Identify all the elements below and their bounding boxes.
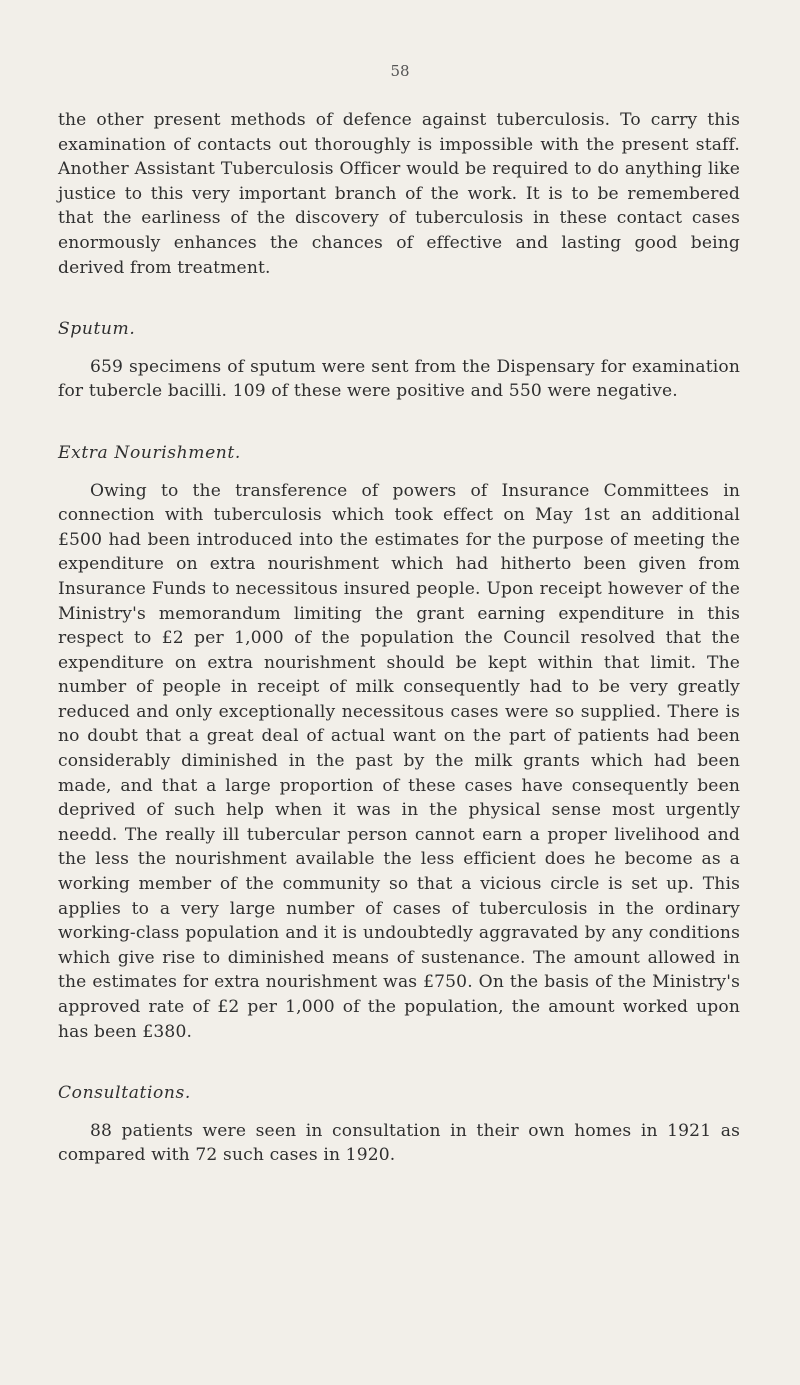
extra-nourishment-paragraph: Owing to the transference of powers of Insurance Committees in connection with tuberculosis which took effect on May 1st an additional £500 had been introduced into the estimates for the purpose of meeting the expenditure on extra nourishment which had hitherto been given from Insurance Funds to necessitous insured people. Upon receipt however of the Ministry's memorandum limiting the grant earning expenditure in this respect to £2 per 1,000 of the population the Council resolved that the expenditure on extra nourishment should be kept within that limit. The number of people in receipt of milk consequently had to be very greatly reduced and only exceptionally necessitous cases were so supplied. There is no doubt that a great deal of actual want on the part of patients had been considerably diminished in the past by the milk grants which had been made, and that a large proportion of these cases have consequently been deprived of such help when it was in the physical sense most urgently needd. The really ill tubercular person cannot earn a proper livelihood and the less the nourishment available the less efficient does he become as a working member of the community so that a vicious circle is set up. This applies to a very large number of cases of tuberculosis in the ordinary working-class population and it is undoubtedly aggravated by any conditions which give rise to diminished means of sustenance. The amount allowed in the estimates for extra nourishment was £750. On the basis of the Ministry's approved rate of £2 per 1,000 of the population, the amount worked upon has been £380.: [58, 480, 740, 1042]
consultations-heading: Consultations.: [58, 1083, 191, 1104]
section-gap: [58, 342, 740, 355]
section-gap: [58, 404, 740, 441]
intro-paragraph: the other present methods of defence against tuberculosis. To carry this examination of contacts out thoroughly is impossible with the present staff. Another Assistant Tuberculosis Officer would be required to do anything like justice to this very important branch of the work. It is to be remembered that the earliness of the discovery of tuberculosis in these contact cases enormously enhances the chances of effective and lasting good being derived from treatment.: [58, 110, 740, 278]
section-gap: [58, 1106, 740, 1119]
page-body: [58, 108, 740, 1168]
extra-nourishment-heading: Extra Nourishment.: [58, 442, 241, 463]
page-number: 58: [390, 62, 410, 80]
section-gap: [58, 280, 740, 317]
consultations-paragraph: 88 patients were seen in consultation in their own homes in 1921 as compared with 72 such cases in 1920.: [58, 1120, 740, 1166]
sputum-heading: Sputum.: [58, 319, 136, 340]
sputum-paragraph: 659 specimens of sputum were sent from the Dispensary for examination for tubercle bacilli. 109 of these were positive and 550 were negative.: [58, 356, 740, 402]
section-gap: [58, 466, 740, 479]
section-gap: [58, 1044, 740, 1081]
